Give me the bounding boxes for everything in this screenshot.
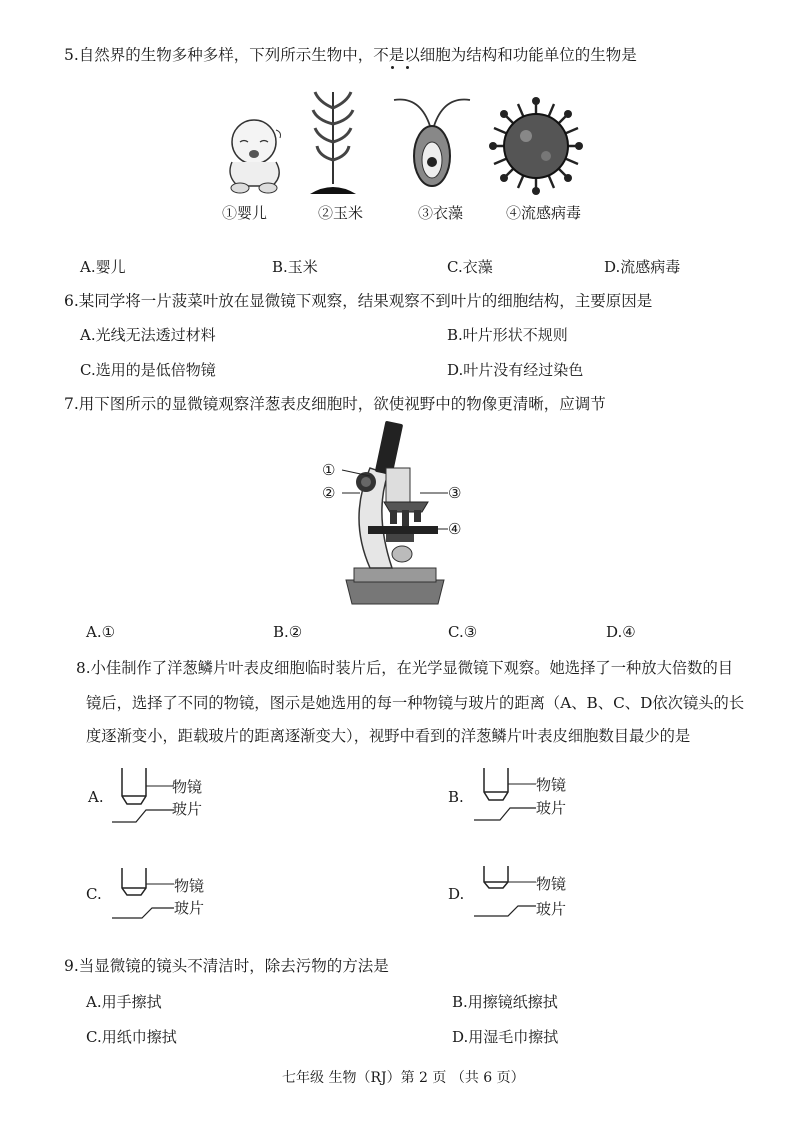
q6-option-d[interactable]: D.叶片没有经过染色 <box>447 361 584 379</box>
chlamydomonas-illustration <box>392 96 472 196</box>
diagram-a-slide-label: 玻片 <box>172 800 203 818</box>
diagram-d-letter[interactable]: D. <box>448 885 465 903</box>
q7-option-d[interactable]: D.④ <box>606 623 636 641</box>
page-footer: 七年级 生物（RJ）第 2 页 （共 6 页） <box>282 1070 525 1086</box>
diagram-c-lens-label: 物镜 <box>174 877 205 895</box>
q5-option-b[interactable]: B.玉米 <box>272 258 318 276</box>
microscope-label-2: ② <box>322 484 336 502</box>
diagram-c-lens <box>112 866 182 924</box>
q9-option-a[interactable]: A.用手擦拭 <box>86 993 162 1011</box>
q6-stem: 6.某同学将一片菠菜叶放在显微镜下观察，结果观察不到叶片的细胞结构，主要原因是 <box>64 292 653 310</box>
q8-stem-line-3: 度逐渐变小，距载玻片的距离逐渐变大），视野中看到的洋葱鳞片叶表皮细胞数目最少的是 <box>86 727 691 745</box>
q7-option-a[interactable]: A.① <box>86 623 116 641</box>
q9-option-c[interactable]: C.用纸巾擦拭 <box>86 1028 177 1046</box>
diagram-d-slide-label: 玻片 <box>536 900 567 918</box>
microscope-label-4: ④ <box>448 520 462 538</box>
diagram-b-slide-label: 玻片 <box>536 799 567 817</box>
q5-option-d[interactable]: D.流感病毒 <box>604 258 681 276</box>
q5-stem: 5.自然界的生物多种多样，下列所示生物中，不是以细胞为结构和功能单位的生物是 <box>64 46 637 64</box>
microscope-label-1: ① <box>322 461 336 479</box>
microscope-label-3: ③ <box>448 484 462 502</box>
q6-option-b[interactable]: B.叶片形状不规则 <box>447 326 568 344</box>
emphasis-dot <box>391 66 394 69</box>
microscope-label-lines <box>340 460 460 540</box>
q7-option-c[interactable]: C.③ <box>448 623 478 641</box>
baby-illustration <box>220 108 290 196</box>
diagram-b-lens <box>474 766 544 826</box>
q6-option-a[interactable]: A.光线无法透过材料 <box>80 326 216 344</box>
q7-stem: 7.用下图所示的显微镜观察洋葱表皮细胞时，欲使视野中的物像更清晰，应调节 <box>64 395 606 413</box>
q8-stem-line-2: 镜后，选择了不同的物镜，图示是她选用的每一种物镜与玻片的距离（A、B、C、D依次镜头的长 <box>86 694 745 712</box>
diagram-b-letter[interactable]: B. <box>448 788 464 806</box>
q7-option-b[interactable]: B.② <box>273 623 303 641</box>
diagram-a-lens-label: 物镜 <box>172 778 203 796</box>
caption-chlamydomonas: ③衣藻 <box>418 204 464 222</box>
q5-option-a[interactable]: A.婴儿 <box>80 258 126 276</box>
virus-illustration <box>488 96 584 196</box>
diagram-d-lens-label: 物镜 <box>536 875 567 893</box>
diagram-d-lens <box>474 864 544 922</box>
caption-corn: ②玉米 <box>318 204 364 222</box>
corn-illustration <box>310 88 356 196</box>
diagram-c-slide-label: 玻片 <box>174 899 205 917</box>
q9-option-b[interactable]: B.用擦镜纸擦拭 <box>452 993 558 1011</box>
diagram-a-letter[interactable]: A. <box>88 788 104 806</box>
diagram-c-letter[interactable]: C. <box>86 885 102 903</box>
caption-baby: ①婴儿 <box>222 204 268 222</box>
emphasis-dot <box>406 66 409 69</box>
q6-option-c[interactable]: C.选用的是低倍物镜 <box>80 361 216 379</box>
q5-option-c[interactable]: C.衣藻 <box>447 258 493 276</box>
q9-stem: 9.当显微镜的镜头不清洁时，除去污物的方法是 <box>64 957 389 975</box>
caption-virus: ④流感病毒 <box>506 204 582 222</box>
diagram-b-lens-label: 物镜 <box>536 776 567 794</box>
q9-option-d[interactable]: D.用湿毛巾擦拭 <box>452 1028 559 1046</box>
q8-stem-line-1: 8.小佳制作了洋葱鳞片叶表皮细胞临时装片后，在光学显微镜下观察。她选择了一种放大倍数的目 <box>76 659 734 677</box>
